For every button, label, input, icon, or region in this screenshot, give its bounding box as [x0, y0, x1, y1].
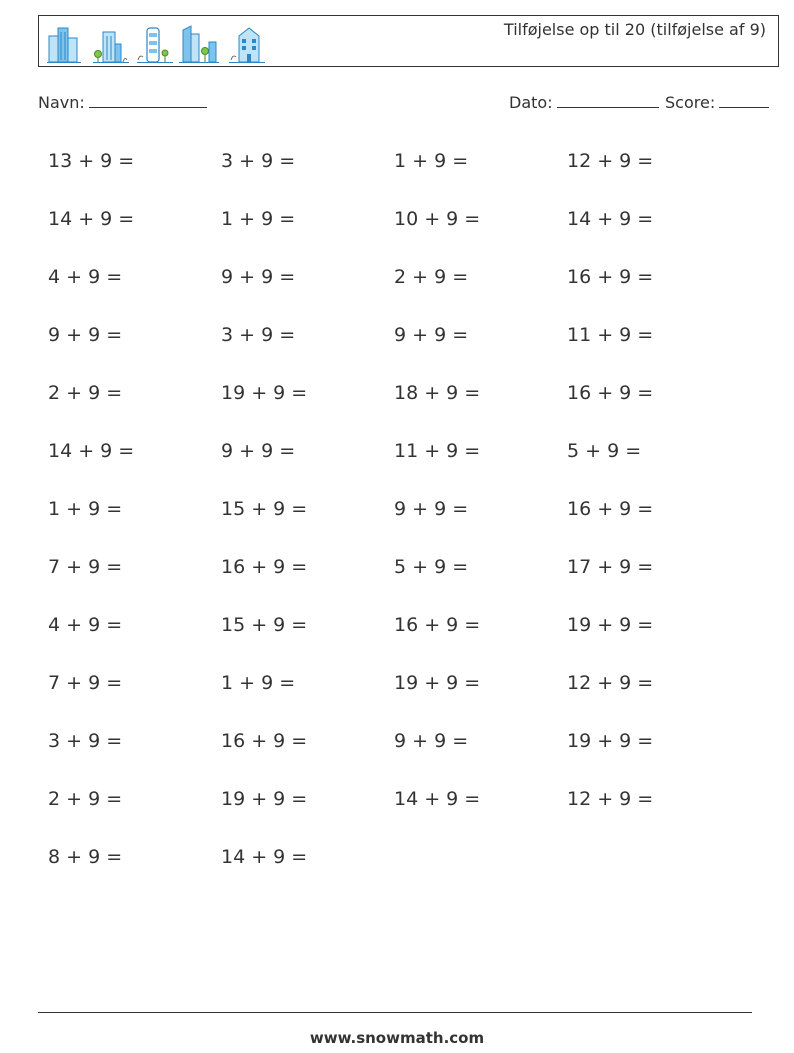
problem-item: 14 + 9 =: [567, 208, 654, 230]
problem-item: 2 + 9 =: [394, 266, 469, 288]
problem-item: 7 + 9 =: [48, 672, 123, 694]
problem-item: 14 + 9 =: [221, 846, 308, 868]
problem-item: 17 + 9 =: [567, 556, 654, 578]
problem-item: 19 + 9 =: [567, 730, 654, 752]
problem-item: 4 + 9 =: [48, 614, 123, 636]
date-blank[interactable]: [557, 95, 659, 108]
score-label: Score:: [665, 93, 716, 112]
problem-item: 19 + 9 =: [221, 382, 308, 404]
tower-icon: [135, 24, 173, 64]
problem-item: 9 + 9 =: [48, 324, 123, 346]
building-icon: [47, 24, 81, 64]
problem-item: 10 + 9 =: [394, 208, 481, 230]
problem-item: 19 + 9 =: [567, 614, 654, 636]
problem-item: 12 + 9 =: [567, 672, 654, 694]
problem-item: 9 + 9 =: [394, 324, 469, 346]
problem-item: 15 + 9 =: [221, 498, 308, 520]
problem-item: 19 + 9 =: [394, 672, 481, 694]
office-building-icon: [227, 24, 267, 64]
problem-item: 19 + 9 =: [221, 788, 308, 810]
problem-item: 4 + 9 =: [48, 266, 123, 288]
problem-item: 13 + 9 =: [48, 150, 135, 172]
date-label: Dato:: [509, 93, 553, 112]
problem-item: 9 + 9 =: [394, 730, 469, 752]
problem-item: 2 + 9 =: [48, 382, 123, 404]
footer-website: www.snowmath.com: [309, 1029, 485, 1047]
skyscrapers-icon: [179, 24, 219, 64]
problem-item: 5 + 9 =: [567, 440, 642, 462]
name-blank[interactable]: [89, 95, 207, 108]
problem-item: 16 + 9 =: [567, 266, 654, 288]
problem-item: 14 + 9 =: [48, 440, 135, 462]
header-box: [38, 15, 779, 67]
problem-item: 8 + 9 =: [48, 846, 123, 868]
problem-item: 15 + 9 =: [221, 614, 308, 636]
problem-item: 18 + 9 =: [394, 382, 481, 404]
problem-item: 9 + 9 =: [221, 440, 296, 462]
worksheet-title: Tilføjelse op til 20 (tilføjelse af 9): [503, 20, 766, 39]
problem-item: 16 + 9 =: [567, 382, 654, 404]
date-field: [509, 93, 659, 112]
problem-item: 9 + 9 =: [394, 498, 469, 520]
problem-item: 16 + 9 =: [221, 556, 308, 578]
name-label: Navn:: [38, 93, 85, 112]
problem-item: 16 + 9 =: [221, 730, 308, 752]
problem-item: 5 + 9 =: [394, 556, 469, 578]
problem-item: 3 + 9 =: [48, 730, 123, 752]
name-field: [38, 93, 207, 112]
problem-item: 14 + 9 =: [48, 208, 135, 230]
problem-item: 1 + 9 =: [394, 150, 469, 172]
building-tree-icon: [89, 24, 129, 64]
problem-item: 2 + 9 =: [48, 788, 123, 810]
problem-item: 11 + 9 =: [567, 324, 654, 346]
problem-item: 16 + 9 =: [394, 614, 481, 636]
problem-item: 1 + 9 =: [48, 498, 123, 520]
problem-item: 14 + 9 =: [394, 788, 481, 810]
problem-item: 12 + 9 =: [567, 150, 654, 172]
problem-item: 12 + 9 =: [567, 788, 654, 810]
problem-item: 3 + 9 =: [221, 324, 296, 346]
footer-divider: [38, 1012, 752, 1013]
score-field: [665, 93, 769, 112]
problem-item: 7 + 9 =: [48, 556, 123, 578]
score-blank[interactable]: [719, 95, 769, 108]
problem-item: 11 + 9 =: [394, 440, 481, 462]
problem-item: 1 + 9 =: [221, 208, 296, 230]
problem-item: 3 + 9 =: [221, 150, 296, 172]
problem-item: 9 + 9 =: [221, 266, 296, 288]
problem-item: 16 + 9 =: [567, 498, 654, 520]
problem-item: 1 + 9 =: [221, 672, 296, 694]
